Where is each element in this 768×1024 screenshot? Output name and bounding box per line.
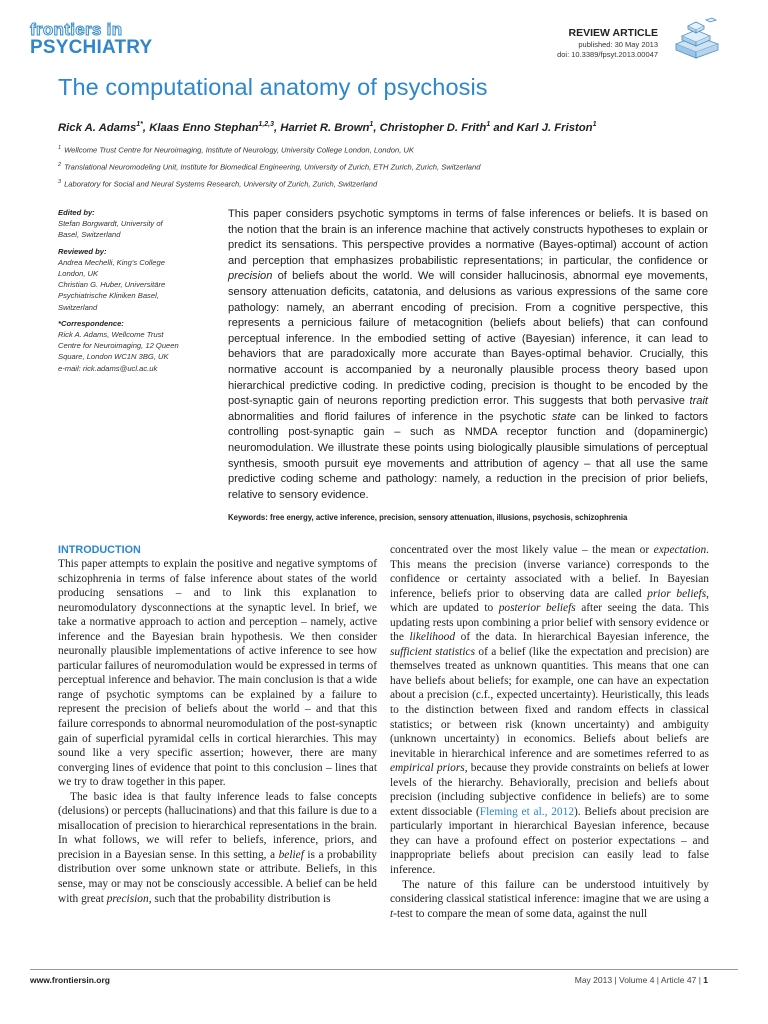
author-affiliation-sup: 1 [592, 121, 597, 128]
body-paragraph: This paper attempts to explain the positive and negative symptoms of schizophrenia in terms of false inference about states of the world producing sensations – and to link this explanation to neuromodulatory dysconnections at the synaptic level. In brief, we take a normative approach to action and perception – namely, active inference and the Bayesian brain hypothesis. We then consider neuronally plausible implementations of active inference to see how particular failures of neuromodulation would be expressed in terms of perceptual inference and behavior. The main conclusion is that a wide range of psychotic symptoms can be explained by a failure to represent the precision of beliefs about the world – and that this failure corresponds to abnormal neuromodulation of the post-synaptic gain of superficial pyramidal cells in cortical hierarchies. This may sound like a very specific assertion; however, there are many converging lines of evidence that point to this conclusion – lines that we try to draw together in this paper. [58, 558, 377, 789]
keywords: Keywords: free energy, active inference, precision, sensory attenuation, illusions, psychosis, schizophrenia [228, 513, 628, 522]
reviewed-by-line: London, UK [58, 269, 99, 279]
introduction-heading: INTRODUCTION [58, 544, 141, 556]
frontiers-cube-icon [668, 14, 724, 60]
body-paragraph: concentrated over the most likely value – the mean or expectation. This means the precision (inverse variance) corresponds to the confidence or certainty associated with a belief. In Bayesian inference, beliefs prior to observing data are called prior beliefs, which are updated to posterior beliefs after seeing the data. This updating rests upon combining a prior belief with sensory evidence or the likelihood of the data. In hierarchical Bayesian inference, the sufficient statistics of a belief (like the expectation and precision) are themselves treated as unknown quantities. This means that one can have beliefs about beliefs; for example, one can have an expectation about a precision (c.f., expected uncertainty). Heuristically, this leads to the distinction between fixed and random effects in classical statistics; or between risk (known uncertainty) and ambiguity (unknown uncertainty) in economics. Beliefs about beliefs are inevitable in hierarchical inference and are sometimes referred to as empirical priors, because they provide constraints on beliefs at lower levels of the hierarchy. Behaviorally, precision and beliefs about precision (including subjective confidence in beliefs) are to some extent dissociable (Fleming et al., 2012). Beliefs about precision are particularly important in hierarchical Bayesian inference, because they can have a profound effect on posterior expectations – and inappropriate beliefs about precision can easily lead to false inference. [390, 544, 710, 877]
correspondence-line: Square, London WC1N 3BG, UK [58, 352, 169, 362]
doi[interactable]: doi: 10.3389/fpsyt.2013.00047 [557, 50, 658, 59]
footer-issue [575, 975, 708, 985]
footer-website[interactable]: www.frontiersin.org [30, 975, 110, 985]
author-name[interactable]: Christopher D. Frith [379, 121, 487, 134]
reviewed-by-line: Christian G. Huber, Universitäre [58, 280, 166, 290]
abstract-text: This paper considers psychotic symptoms in terms of false inferences or beliefs. It is based on the notion that the brain is an inference machine that actively constructs hypotheses to explain or predict its sensations. This perspective provides a normative (Bayes-optimal) account of action and perception that emphasizes probabilistic representations; in particular, the confidence or precision of beliefs about the world. We will consider hallucinosis, abnormal eye movements, sensory attenuation deficits, catatonia, and delusions as various expressions of the same core pathology: namely, an aberrant encoding of precision. From a cognitive perspective, this represents a pernicious failure of metacognition (beliefs about beliefs) that can confound perceptual inference. In the embodied setting of active (Bayesian) inference, it can lead to behaviors that are paradoxically more accurate than Bayes-optimal behavior. Crucially, this normative account is accompanied by a neuronally plausible process theory based upon hierarchical predictive coding. In predictive coding, precision is thought to be encoded by the post-synaptic gain of neurons reporting prediction error. This suggests that both pervasive trait abnormalities and florid failures of inference in the psychotic state can be linked to factors controlling post-synaptic gain – such as NMDA receptor function and (dopaminergic) neuromodulation. We illustrate these points using biologically plausible simulations of perceptual synthesis, smooth pursuit eye movements and attribution of agency – that all use the same predictive coding scheme and pathology: namely, a reduction in the precision of prior beliefs, relative to sensory evidence. [228, 208, 708, 501]
edited-by-line: Basel, Switzerland [58, 230, 121, 240]
left-column-text [58, 557, 377, 906]
author-affiliation-sup: 1,2,3 [258, 121, 274, 128]
author-name[interactable]: Harriet R. Brown [280, 121, 370, 134]
editorial-sidebar [58, 207, 218, 379]
reviewed-by-label: Reviewed by: [58, 246, 107, 256]
author-list: Rick A. Adams$^{1*}$, Klaas Enno Stephan$^{1,2,3}$, Harriet R. Brown$^1$, Christopher D. Frith$^1$ and Karl J. Friston$^1$ [58, 121, 597, 134]
journal-logo[interactable] [30, 21, 170, 57]
body-column-left [58, 543, 377, 906]
author-affiliation-sup: 1 [369, 121, 374, 128]
citation-link[interactable]: Fleming et al., 2012 [479, 805, 575, 818]
footer-issue-text: May 2013 | Volume 4 | Article 47 | [574, 975, 704, 985]
affiliation: $^2$ Translational Neuromodeling Unit, Institute for Biomedical Engineering, University of Zurich, ETH Zurich, Zurich, Switzerland [58, 162, 481, 172]
right-column-text [390, 543, 709, 921]
correspondence-line: Rick A. Adams, Wellcome Trust [58, 330, 164, 340]
author-affiliation-sup: 1* [136, 121, 143, 128]
published-date: published: 30 May 2013 [578, 40, 658, 49]
correspondence-line: Centre for Neuroimaging, 12 Queen [58, 341, 179, 351]
author-name[interactable]: Karl J. Friston [516, 121, 593, 134]
reviewed-by-line: Switzerland [58, 302, 98, 312]
reviewed-by-line: Andrea Mechelli, King's College [58, 257, 165, 267]
correspondence-email[interactable]: e-mail: rick.adams@ucl.ac.uk [58, 363, 158, 373]
body-column-right [390, 543, 709, 921]
body-paragraph: The nature of this failure can be understood intuitively by considering classical statistical inference: imagine that we are using a t-test to compare the mean of some data, against the null [390, 878, 709, 920]
author-affiliation-sup: 1 [486, 121, 491, 128]
logo-top-text: frontiers in [30, 20, 123, 39]
logo-bottom-text: PSYCHIATRY [30, 37, 153, 58]
affiliation-list [58, 141, 480, 192]
article-type: REVIEW ARTICLE [568, 27, 658, 39]
article-meta [557, 27, 658, 60]
body-paragraph: The basic idea is that faulty inference leads to false concepts (delusions) or percepts (hallucinations) and that this failure is due to a misallocation of precision to hierarchical representations in the brain. In what follows, we will refer to beliefs, inference, priors, and precision in a Bayesian sense. In this setting, a belief is a probability distribution over some unknown state or attribute. Beliefs, in this sense, may or may not be consciously accessible. A belief can be held with great precision, such that the probability distribution is [58, 790, 377, 905]
correspondence-block [58, 318, 218, 374]
footer-divider [30, 969, 738, 970]
abstract [228, 207, 708, 503]
author-name[interactable]: Klaas Enno Stephan [149, 121, 259, 134]
edited-by-block [58, 207, 218, 241]
page-number: 1 [703, 975, 708, 985]
affiliation: $^1$ Wellcome Trust Centre for Neuroimaging, Institute of Neurology, University College London, London, UK [58, 145, 414, 155]
reviewed-by-block [58, 246, 218, 313]
affiliation: $^3$ Laboratory for Social and Neural Systems Research, University of Zurich, Zurich, Switzerland [58, 179, 378, 189]
author-name[interactable]: Rick A. Adams [58, 121, 137, 134]
edited-by-line: Stefan Borgwardt, University of [58, 219, 163, 229]
reviewed-by-line: Psychiatrische Kliniken Basel, [58, 291, 159, 301]
correspondence-label: *Correspondence: [58, 318, 124, 328]
article-title: The computational anatomy of psychosis [58, 74, 488, 100]
edited-by-label: Edited by: [58, 208, 95, 217]
